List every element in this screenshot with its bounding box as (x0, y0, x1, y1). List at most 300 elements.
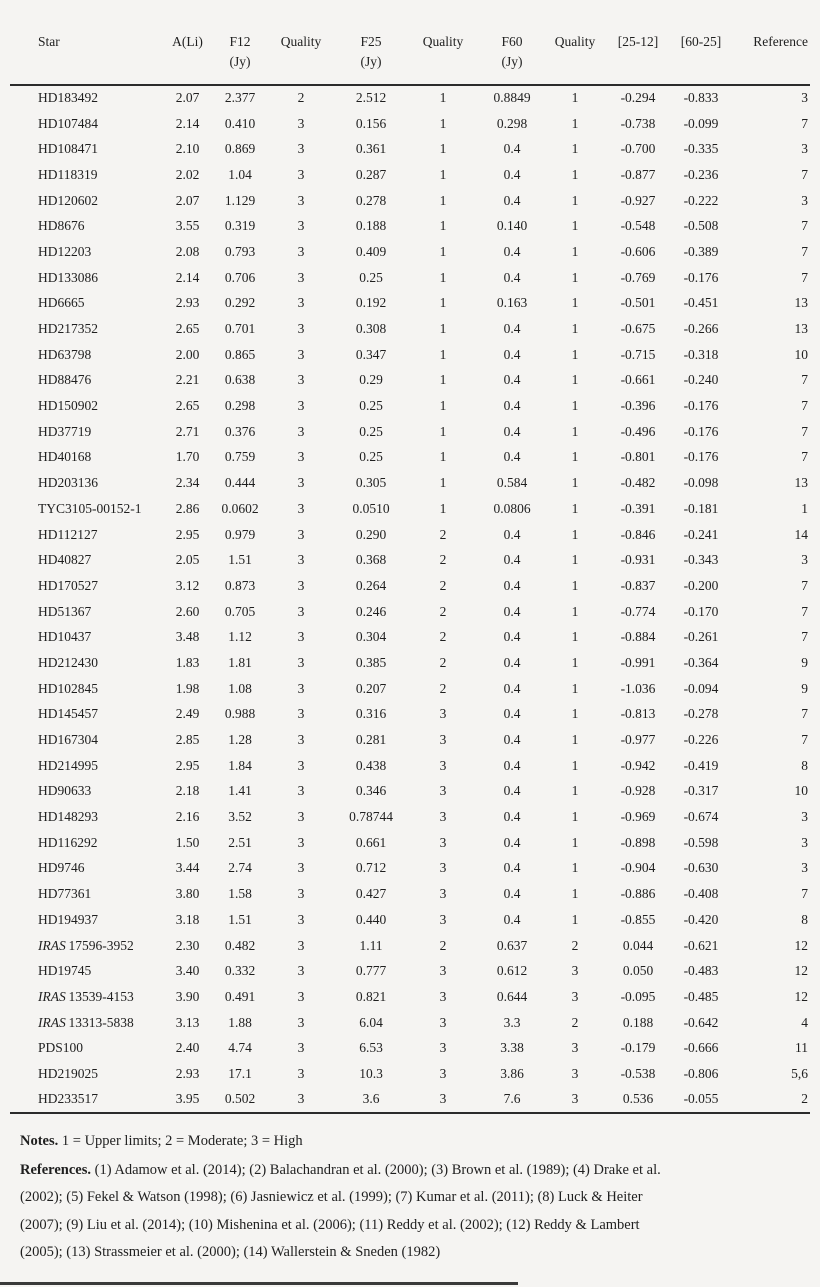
color-25-12-cell: -0.095 (620, 988, 656, 1004)
f12-cell: 0.444 (224, 475, 256, 491)
f25-cell: 0.192 (355, 295, 387, 311)
f60-cell: 0.4 (503, 680, 521, 696)
quality25-cell: 2 (439, 654, 447, 670)
quality25-cell: 3 (439, 732, 447, 748)
f60-cell: 3.86 (500, 1065, 524, 1081)
quality60-cell: 1 (571, 475, 579, 491)
ali-cell: 2.34 (175, 475, 200, 491)
f12-cell: 0.865 (224, 346, 256, 362)
notes-block (20, 1128, 804, 1267)
quality12-cell: 3 (297, 269, 305, 285)
quality25-cell: 1 (439, 243, 447, 259)
f12-cell: 1.51 (228, 911, 252, 927)
quality60-cell: 1 (571, 372, 579, 388)
f60-cell: 0.4 (503, 269, 521, 285)
f25-cell: 3.6 (337, 1087, 405, 1113)
f25-cell: 0.207 (355, 680, 387, 696)
ali-cell: 3.48 (175, 629, 200, 645)
quality12-cell: 3 (297, 963, 305, 979)
quality25-cell: 3 (439, 706, 447, 722)
quality25-cell: 1 (439, 295, 447, 311)
bottom-edge-line (0, 1282, 518, 1285)
f60-cell: 0.4 (503, 732, 521, 748)
quality25-cell: 2 (439, 526, 447, 542)
f25-cell: 0.821 (355, 988, 387, 1004)
f60-cell: 7.6 (481, 1087, 543, 1113)
quality25-cell: 1 (439, 321, 447, 337)
f60-cell: 0.4 (503, 243, 521, 259)
color-25-12-cell: -0.700 (620, 141, 656, 157)
quality12-cell: 3 (297, 115, 305, 131)
color-25-12-cell: -0.801 (620, 449, 656, 465)
f60-cell: 0.4 (503, 886, 521, 902)
quality25-cell: 1 (439, 500, 447, 516)
f60-cell: 0.4 (503, 423, 521, 439)
star-cell: HD40168 (38, 449, 92, 465)
reference-cell: 3 (801, 860, 808, 876)
ali-cell: 1.98 (175, 680, 200, 696)
quality25-cell: 1 (439, 192, 447, 208)
table-row (10, 522, 810, 548)
color-25-12-cell: 0.188 (622, 1014, 654, 1030)
color-60-25-cell: -0.420 (683, 911, 719, 927)
f25-cell: 0.661 (355, 834, 387, 850)
star-cell: HD108471 (38, 141, 98, 157)
ali-cell: 2.49 (175, 706, 200, 722)
quality12-cell: 3 (297, 243, 305, 259)
f25-cell: 0.368 (355, 552, 387, 568)
table-row (10, 162, 810, 188)
f60-cell: 0.298 (496, 115, 528, 131)
f25-cell: 0.0510 (352, 500, 390, 516)
f25-cell: 0.290 (355, 526, 387, 542)
table-row (10, 188, 810, 214)
quality60-cell: 1 (571, 192, 579, 208)
quality60-cell: 1 (571, 346, 579, 362)
star-cell: HD167304 (38, 732, 98, 748)
f12-cell: 0.292 (224, 295, 256, 311)
star-cell: HD150902 (38, 398, 98, 414)
quality60-cell: 3 (571, 963, 579, 979)
quality25-cell: 1 (439, 449, 447, 465)
f12-cell: 0.873 (224, 577, 256, 593)
f12-cell: 0.759 (224, 449, 256, 465)
quality25-cell: 3 (439, 988, 447, 1004)
quality12-cell: 3 (297, 346, 305, 362)
quality12-cell: 3 (297, 321, 305, 337)
ali-cell: 1.50 (175, 834, 200, 850)
color-25-12-cell: -0.942 (620, 757, 656, 773)
table-row (10, 111, 810, 137)
ali-cell: 2.85 (175, 732, 200, 748)
quality60-cell: 1 (571, 141, 579, 157)
color-25-12-cell: -0.661 (620, 372, 656, 388)
quality25-cell: 3 (439, 1014, 447, 1030)
unit-jy-f60: (Jy) (481, 52, 543, 85)
f12-cell: 0.638 (224, 372, 256, 388)
f60-cell: 0.4 (503, 603, 521, 619)
reference-cell: 8 (801, 911, 808, 927)
quality60-cell: 1 (571, 757, 579, 773)
f12-cell: 0.502 (215, 1087, 265, 1113)
quality25-cell: 1 (439, 398, 447, 414)
reference-cell: 4 (801, 1014, 808, 1030)
col-header-25-12: [25-12] (617, 34, 659, 49)
quality60-cell: 2 (571, 1014, 579, 1030)
quality25-cell: 2 (439, 680, 447, 696)
f12-cell: 4.74 (228, 1040, 252, 1056)
quality60-cell: 1 (571, 500, 579, 516)
quality25-cell: 1 (439, 115, 447, 131)
f25-cell: 0.347 (355, 346, 387, 362)
quality12-cell: 3 (297, 757, 305, 773)
ali-cell: 2.30 (175, 937, 200, 953)
f25-cell: 2.512 (355, 90, 387, 106)
color-60-25-cell: -0.598 (683, 834, 719, 850)
f25-cell: 0.278 (355, 192, 387, 208)
color-25-12-cell: -0.877 (620, 166, 656, 182)
star-cell: HD63798 (38, 346, 92, 362)
table-row (10, 856, 810, 882)
f25-cell: 0.346 (355, 783, 387, 799)
ali-cell: 2.86 (175, 500, 200, 516)
col-header-f12: F12 (229, 34, 251, 49)
quality25-cell: 3 (439, 1040, 447, 1056)
f12-cell: 3.52 (228, 809, 252, 825)
col-header-quality-12: Quality (280, 34, 322, 49)
color-60-25-cell: -0.508 (683, 218, 719, 234)
reference-cell: 3 (801, 141, 808, 157)
quality12-cell: 3 (297, 886, 305, 902)
references-label: References. (20, 1161, 91, 1178)
reference-cell: 7 (801, 629, 808, 645)
table-body (10, 85, 810, 1113)
f12-cell: 0.482 (224, 937, 256, 953)
quality12-cell: 3 (297, 988, 305, 1004)
quality60-cell: 1 (571, 834, 579, 850)
f60-cell: 0.4 (503, 860, 521, 876)
ali-cell: 1.70 (175, 449, 200, 465)
color-25-12-cell: 0.050 (622, 963, 654, 979)
quality12-cell: 3 (297, 937, 305, 953)
table-row (10, 239, 810, 265)
quality25-cell: 1 (439, 90, 447, 106)
reference-cell: 7 (801, 449, 808, 465)
quality12-cell: 3 (297, 295, 305, 311)
quality60-cell: 1 (571, 809, 579, 825)
color-60-25-cell: -0.055 (669, 1087, 733, 1113)
reference-cell: 10 (794, 346, 808, 362)
col-header-f60: F60 (501, 34, 523, 49)
ali-cell: 2.14 (175, 115, 200, 131)
color-60-25-cell: -0.200 (683, 577, 719, 593)
star-cell: HD51367 (38, 603, 92, 619)
quality25-cell: 1 (439, 372, 447, 388)
quality60-cell: 1 (571, 269, 579, 285)
table-row (10, 342, 810, 368)
reference-cell: 7 (801, 706, 808, 722)
quality60-cell: 1 (571, 449, 579, 465)
col-header-ali: A(Li) (172, 34, 203, 49)
quality60-cell: 3 (571, 988, 579, 1004)
color-25-12-cell: -0.179 (620, 1040, 656, 1056)
star-cell: HD40827 (38, 552, 92, 568)
f60-cell: 3.38 (500, 1040, 524, 1056)
star-cell: HD107484 (38, 115, 98, 131)
unit-jy-f25: (Jy) (337, 52, 405, 85)
f60-cell: 0.4 (503, 654, 521, 670)
f12-cell: 0.298 (224, 398, 256, 414)
quality12-cell: 3 (297, 192, 305, 208)
f12-cell: 0.319 (224, 218, 256, 234)
f25-cell: 0.409 (355, 243, 387, 259)
f25-cell: 6.53 (359, 1040, 383, 1056)
color-25-12-cell: -0.846 (620, 526, 656, 542)
quality60-cell: 1 (571, 706, 579, 722)
reference-cell: 3 (801, 834, 808, 850)
quality12-cell: 3 (297, 603, 305, 619)
star-cell: HD19745 (38, 963, 92, 979)
color-25-12-cell: -0.977 (620, 732, 656, 748)
color-60-25-cell: -0.451 (683, 295, 719, 311)
color-25-12-cell: -0.538 (620, 1065, 656, 1081)
f25-cell: 0.264 (355, 577, 387, 593)
quality60-cell: 1 (571, 243, 579, 259)
color-60-25-cell: -0.094 (683, 680, 719, 696)
color-60-25-cell: -0.176 (683, 423, 719, 439)
ali-cell: 2.08 (175, 243, 200, 259)
color-60-25-cell: -0.642 (683, 1014, 719, 1030)
quality25-cell: 2 (439, 577, 447, 593)
quality60-cell: 1 (571, 732, 579, 748)
reference-cell: 12 (794, 988, 808, 1004)
color-25-12-cell: -0.294 (620, 90, 656, 106)
quality25-cell: 3 (439, 860, 447, 876)
reference-cell: 13 (794, 321, 808, 337)
reference-cell: 7 (801, 398, 808, 414)
color-25-12-cell: 0.536 (607, 1087, 669, 1113)
f25-cell: 0.281 (355, 732, 387, 748)
reference-cell: 10 (794, 783, 808, 799)
color-60-25-cell: -0.419 (683, 757, 719, 773)
f12-cell: 1.51 (228, 552, 252, 568)
table-row (10, 907, 810, 933)
star-cell: HD90633 (38, 783, 92, 799)
quality12-cell: 3 (297, 809, 305, 825)
color-60-25-cell: -0.170 (683, 603, 719, 619)
f60-cell: 0.4 (503, 141, 521, 157)
color-60-25-cell: -0.278 (683, 706, 719, 722)
table-row (10, 547, 810, 573)
f60-cell: 0.644 (496, 988, 528, 1004)
ali-cell: 2.93 (175, 1065, 200, 1081)
star-cell: HD6665 (38, 295, 85, 311)
quality25-cell: 3 (439, 834, 447, 850)
f12-cell: 1.41 (228, 783, 252, 799)
f60-cell: 0.4 (503, 577, 521, 593)
quality60-cell: 1 (571, 577, 579, 593)
f12-cell: 1.28 (228, 732, 252, 748)
f60-cell: 0.4 (503, 911, 521, 927)
color-25-12-cell: -0.774 (620, 603, 656, 619)
table-row (10, 599, 810, 625)
color-25-12-cell: -0.501 (620, 295, 656, 311)
color-60-25-cell: -0.222 (683, 192, 719, 208)
star-cell: HD233517 (10, 1087, 160, 1113)
color-60-25-cell: -0.630 (683, 860, 719, 876)
quality12-cell: 3 (297, 1040, 305, 1056)
f60-cell: 0.4 (503, 809, 521, 825)
reference-cell: 7 (801, 423, 808, 439)
f60-cell: 0.163 (496, 295, 528, 311)
color-60-25-cell: -0.098 (683, 475, 719, 491)
table-row (10, 136, 810, 162)
reference-cell: 5,6 (791, 1065, 808, 1081)
f25-cell: 0.361 (355, 141, 387, 157)
reference-cell: 8 (801, 757, 808, 773)
quality25-cell: 2 (439, 603, 447, 619)
notes-line (20, 1128, 804, 1156)
quality60-cell: 1 (571, 680, 579, 696)
color-25-12-cell: -0.927 (620, 192, 656, 208)
table-row (10, 984, 810, 1010)
f12-cell: 0.793 (224, 243, 256, 259)
star-cell: HD170527 (38, 577, 98, 593)
col-header-reference: Reference (753, 34, 808, 49)
table-row (10, 368, 810, 394)
color-25-12-cell: -0.769 (620, 269, 656, 285)
table-row (10, 419, 810, 445)
quality12-cell: 3 (297, 141, 305, 157)
quality25-cell: 1 (439, 166, 447, 182)
reference-cell: 12 (794, 937, 808, 953)
f60-cell: 0.4 (503, 166, 521, 182)
references-line-4: (2005); (13) Strassmeier et al. (2000); (14) Wallerstein & Sneden (1982) (20, 1244, 441, 1260)
f25-cell: 0.29 (359, 372, 383, 388)
ali-cell: 2.07 (175, 90, 200, 106)
quality60-cell: 1 (571, 783, 579, 799)
color-25-12-cell: -0.391 (620, 500, 656, 516)
quality60-cell: 2 (571, 937, 579, 953)
f60-cell: 0.4 (503, 449, 521, 465)
quality25-cell: 1 (439, 269, 447, 285)
color-60-25-cell: -0.335 (683, 141, 719, 157)
flux-quality-table-wrap (10, 0, 810, 1114)
reference-cell: 7 (801, 732, 808, 748)
f60-cell: 0.4 (503, 757, 521, 773)
quality25-cell: 2 (439, 937, 447, 953)
f60-cell: 0.4 (503, 706, 521, 722)
f60-cell: 0.0806 (493, 500, 531, 516)
references-line-1 (20, 1157, 804, 1185)
color-25-12-cell: -0.931 (620, 552, 656, 568)
ali-cell: 2.00 (175, 346, 200, 362)
ali-cell: 3.13 (175, 1014, 200, 1030)
quality12-cell: 3 (265, 1087, 337, 1113)
star-cell: HD37719 (38, 423, 92, 439)
star-cell: HD77361 (38, 886, 92, 902)
ali-cell: 2.40 (175, 1040, 200, 1056)
f25-cell: 1.11 (359, 937, 383, 953)
col-header-60-25: [60-25] (680, 34, 722, 49)
f60-cell: 0.584 (496, 475, 528, 491)
ali-cell: 2.10 (175, 141, 200, 157)
quality12-cell: 3 (297, 783, 305, 799)
color-25-12-cell: -0.396 (620, 398, 656, 414)
color-25-12-cell: -1.036 (620, 680, 656, 696)
color-60-25-cell: -0.389 (683, 243, 719, 259)
star-cell: IRAS 13313-5838 (38, 1014, 134, 1030)
color-60-25-cell: -0.099 (683, 115, 719, 131)
star-cell: HD217352 (38, 321, 98, 337)
star-cell: HD219025 (38, 1065, 98, 1081)
color-60-25-cell: -0.806 (683, 1065, 719, 1081)
quality12-cell: 3 (297, 577, 305, 593)
star-cell: HD88476 (38, 372, 92, 388)
quality12-cell: 3 (297, 500, 305, 516)
quality12-cell: 3 (297, 449, 305, 465)
color-60-25-cell: -0.621 (683, 937, 719, 953)
table-row (10, 958, 810, 984)
table-row (10, 676, 810, 702)
f25-cell: 0.305 (355, 475, 387, 491)
color-60-25-cell: -0.666 (683, 1040, 719, 1056)
f25-cell: 6.04 (359, 1014, 383, 1030)
star-cell: HD102845 (38, 680, 98, 696)
quality25-cell: 3 (405, 1087, 481, 1113)
f60-cell: 0.4 (503, 834, 521, 850)
quality12-cell: 3 (297, 732, 305, 748)
color-25-12-cell: -0.991 (620, 654, 656, 670)
color-25-12-cell: -0.928 (620, 783, 656, 799)
f12-cell: 1.88 (228, 1014, 252, 1030)
table-row (10, 753, 810, 779)
table-row (10, 1087, 810, 1113)
f12-cell: 0.491 (224, 988, 256, 1004)
f60-cell: 0.637 (496, 937, 528, 953)
reference-cell: 2 (733, 1087, 810, 1113)
table-row (10, 291, 810, 317)
f60-cell: 0.4 (503, 783, 521, 799)
color-25-12-cell: -0.898 (620, 834, 656, 850)
f25-cell: 0.385 (355, 654, 387, 670)
notes-text: 1 = Upper limits; 2 = Moderate; 3 = High (58, 1133, 303, 1149)
star-cell: HD9746 (38, 860, 85, 876)
table-row (10, 393, 810, 419)
quality12-cell: 3 (297, 552, 305, 568)
quality25-cell: 3 (439, 783, 447, 799)
star-cell: HD116292 (38, 834, 98, 850)
color-60-25-cell: -0.176 (683, 398, 719, 414)
color-25-12-cell: -0.884 (620, 629, 656, 645)
color-25-12-cell: -0.837 (620, 577, 656, 593)
quality25-cell: 2 (439, 629, 447, 645)
ali-cell: 3.44 (175, 860, 200, 876)
f60-cell: 0.4 (503, 629, 521, 645)
color-60-25-cell: -0.318 (683, 346, 719, 362)
reference-cell: 7 (801, 886, 808, 902)
flux-quality-table (10, 0, 810, 1114)
color-60-25-cell: -0.364 (683, 654, 719, 670)
color-60-25-cell: -0.408 (683, 886, 719, 902)
color-60-25-cell: -0.485 (683, 988, 719, 1004)
quality60-cell: 3 (571, 1040, 579, 1056)
reference-cell: 7 (801, 115, 808, 131)
f12-cell: 0.701 (224, 321, 256, 337)
reference-cell: 1 (801, 500, 808, 516)
ali-cell: 2.71 (175, 423, 200, 439)
table-row (10, 1010, 810, 1036)
